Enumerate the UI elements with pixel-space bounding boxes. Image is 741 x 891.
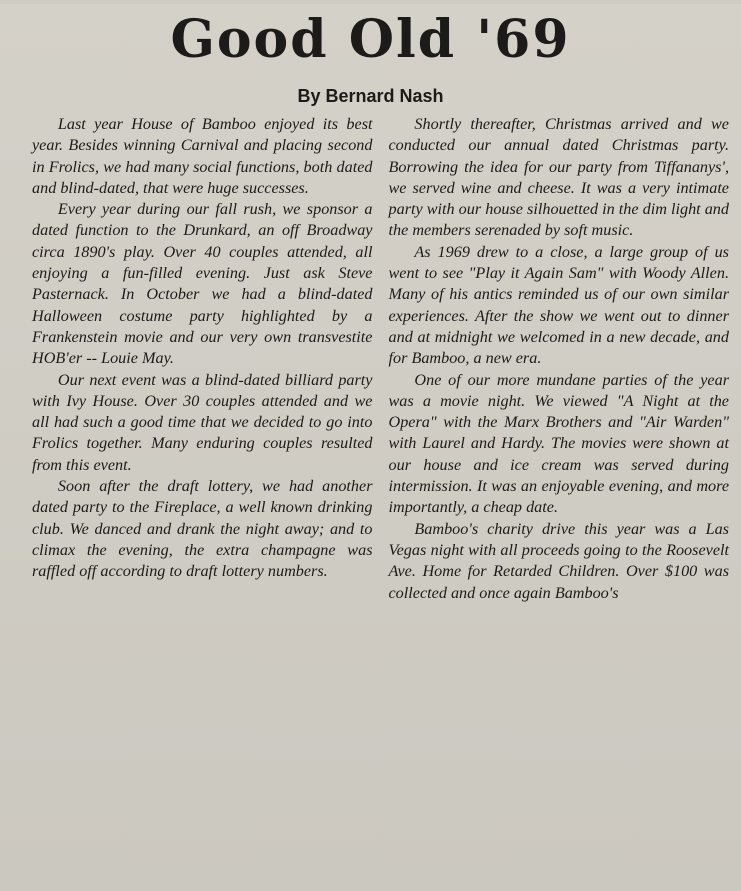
byline: By Bernard Nash (297, 86, 444, 106)
paragraph: One of our more mundane parties of the year was a movie night. We viewed "A Night at the Opera" with the Marx Brothers and "Air Warden" with Laurel and Hardy. The movies were shown at our house and ice cream was served during intermission. It was an enjoyable evening, and more importantly, a cheap date. (388, 370, 729, 517)
paragraph: Every year during our fall rush, we sponsor a dated function to the Drunkard, an off Broadway circa 1890's play. Over 40 couples attended, all enjoying a fun-filled evening. Just ask Steve Pasternack. In October we had a blind-dated Halloween costume party highlighted by a Frankenstein movie and our very own transvestite HOB'er -- Louie May. (32, 200, 373, 368)
newspaper-clipping (0, 4, 741, 891)
article-body (10, 114, 731, 604)
paragraph: Bamboo's charity drive this year was a Las Vegas night with all proceeds going to the Roosevelt Ave. Home for Retarded Children. Over $100 was collected and once again Bamboo's (388, 519, 729, 602)
left-column (32, 114, 373, 604)
paragraph: Last year House of Bamboo enjoyed its best year. Besides winning Carnival and placing second in Frolics, we had many social functions, both dated and blind-dated, that were huge successes. (32, 115, 373, 197)
paragraph: Shortly thereafter, Christmas arrived and we conducted our annual dated Christmas party. Borrowing the idea for our party from Tiffananys', we served wine and cheese. It was a very intimate party with our house silhouetted in the dim light and the members serenaded by soft music. (388, 115, 729, 240)
right-column (389, 114, 730, 604)
paragraph: Our next event was a blind-dated billiard party with Ivy House. Over 30 couples attended and we all had such a good time that we decided to go into Frolics together. Many enduring couples resulted from this event. (32, 370, 373, 474)
headline: Good Old '69 (170, 9, 571, 70)
paragraph: Soon after the draft lottery, we had another dated party to the Fireplace, a well known drinking club. We danced and drank the night away; and to climax the evening, the extra champagne was raffled off according to draft lottery numbers. (32, 477, 373, 581)
paragraph: As 1969 drew to a close, a large group of us went to see "Play it Again Sam" with Woody Allen. Many of his antics reminded us of our own similar experiences. After the show we went out to dinner and at midnight we welcomed in a new decade, and for Bamboo, a new era. (388, 242, 729, 368)
